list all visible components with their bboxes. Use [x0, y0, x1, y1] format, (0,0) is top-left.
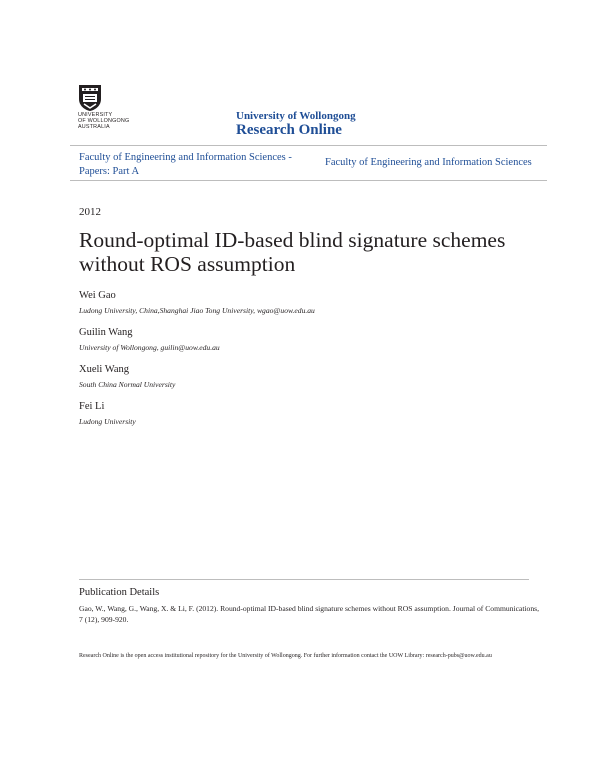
faculty-link[interactable]: Faculty of Engineering and Information Sciences: [325, 157, 532, 168]
repository-university-link[interactable]: University of Wollongong: [236, 110, 356, 122]
author-affiliation: University of Wollongong, guilin@uow.edu.au: [79, 343, 220, 352]
wordmark-line: UNIVERSITY: [78, 112, 113, 118]
university-shield-icon: [78, 84, 102, 112]
divider: [70, 145, 547, 146]
divider: [70, 180, 547, 181]
author-name: Fei Li: [79, 401, 105, 412]
publication-year: 2012: [79, 206, 101, 218]
paper-title: Round-optimal ID-based blind signature schemes without ROS assumption: [79, 228, 506, 276]
author-affiliation: South China Normal University: [79, 380, 176, 389]
repository-name-link[interactable]: Research Online: [236, 122, 342, 138]
university-wordmark: [78, 113, 129, 130]
wordmark-line: AUSTRALIA: [78, 123, 110, 130]
faculty-papers-link[interactable]: Faculty of Engineering and Information Sciences - Papers: Part A: [79, 152, 292, 177]
publication-details-text: Gao, W., Wang, G., Wang, X. & Li, F. (2012). Round-optimal ID-based blind signature schemes without ROS assumption. Journal of Communications, 7 (12), 909-920.: [79, 604, 540, 624]
author-affiliation: Ludong University, China,Shanghai Jiao Tong University, wgao@uow.edu.au: [79, 306, 315, 315]
repository-footer-note: Research Online is the open access institutional repository for the University of Wollongong. For further information contact the UOW Library: research-pubs@uow.edu.au: [79, 653, 492, 659]
author-name: Guilin Wang: [79, 327, 133, 338]
wordmark-line: OF WOLLONGONG: [78, 117, 130, 124]
author-name: Xueli Wang: [79, 364, 129, 375]
author-name: Wei Gao: [79, 290, 116, 301]
divider: [79, 579, 529, 580]
publication-details-heading: Publication Details: [79, 587, 160, 598]
author-affiliation: Ludong University: [79, 417, 136, 426]
